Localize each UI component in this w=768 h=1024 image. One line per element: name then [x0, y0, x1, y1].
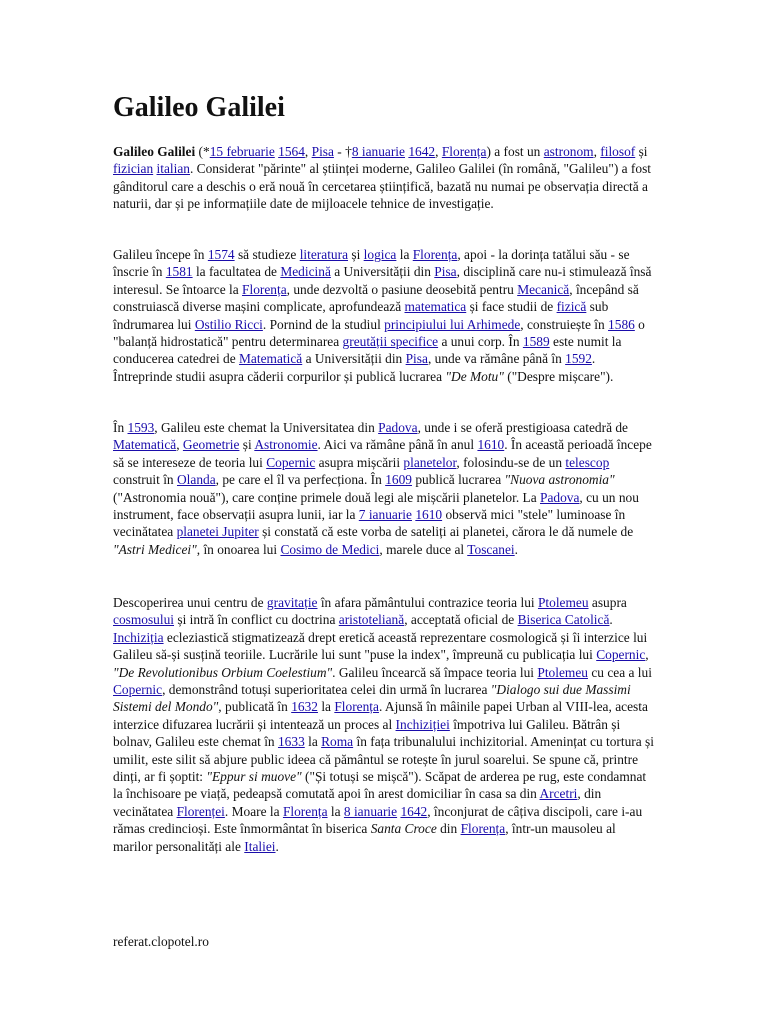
link-astronom[interactable]: astronom: [543, 144, 594, 159]
link-roma[interactable]: Roma: [321, 734, 354, 750]
link-1609[interactable]: 1609: [385, 472, 412, 488]
work-title-dialogo: "Dialogo sui due Massimi Sistemi del Mondo": [113, 682, 631, 715]
work-title-nuova-astronomia: "Nuova astronomia": [504, 472, 615, 488]
work-title-astri-medicei: "Astri Medicei": [113, 541, 197, 557]
link-matematica[interactable]: Matematică: [239, 351, 303, 367]
link-1632[interactable]: 1632: [291, 699, 318, 715]
link-7-ianuarie[interactable]: 7 ianuarie: [358, 507, 412, 523]
padova-paragraph: În 1593, Galileu este chemat la Universitatea din Padova, unde i se oferă prestigioasa catedră de Matematică, Geometrie și Astronomie. Aici va rămâne până în anul 1610. În această perioadă începe să se intereseze de teoria lui Copernic asupra mișcării planetelor, folosindu-se de un telescop construit în Olanda, pe care el îl va perfecționa. În 1609 publică lucrarea "Nuova astronomia" ("Astronomia nouă"), care conține primele două legi ale mișcării planetelor. La Padova, cu un nou instrument, face observații asupra lunii, iar la 7 ianuarie 1610 observă mici "stele" luminoase în vecinătatea planetei Jupiter și constată că este vorba de sateliți ai planetei, cărora le dă numele de "Astri Medicei", în onoarea lui Cosimo de Medici, marele duce al Toscanei.: [113, 420, 652, 557]
link-cosimo-de-medici[interactable]: Cosimo de Medici: [280, 541, 380, 557]
link-1610[interactable]: 1610: [415, 507, 443, 523]
link-principiul-arhimede[interactable]: principiului lui Arhimede: [384, 316, 521, 332]
link-ptolemeu[interactable]: Ptolemeu: [537, 664, 588, 680]
link-telescop[interactable]: telescop: [565, 454, 610, 470]
link-padova[interactable]: Padova: [540, 489, 580, 505]
link-planeta-jupiter[interactable]: planetei Jupiter: [176, 524, 259, 540]
link-florenta[interactable]: Florența: [282, 803, 328, 819]
source-footer: referat.clopotel.ro: [113, 934, 209, 949]
link-8-ianuarie[interactable]: 8 ianuarie: [351, 144, 405, 159]
link-copernic[interactable]: Copernic: [266, 454, 316, 470]
link-toscanei[interactable]: Toscanei: [467, 541, 515, 557]
link-padova[interactable]: Padova: [378, 420, 418, 435]
inquisition-paragraph: Descoperirea unui centru de gravitație în afara pământului contrazice teoria lui Ptolemeu asupra cosmosului și intră în conflict cu doctrina aristoteliană, acceptată oficial de Biserica Catolică. Inchiziția ecleziastică stigmatizează drept eretică această reprezentare cosmologică și îi interzice lui Galileu să-și susțină teoriile. Lucrările lui sunt "puse la index", împreună cu publicația lui Copernic, "De Revolutionibus Orbium Coelestium". Galileu încearcă să împace teoria lui Ptolemeu cu cea a lui Copernic, demonstrând totuși superioritatea celei din urmă în lucrarea "Dialogo sui due Massimi Sistemi del Mondo", publicată în 1632 la Florența. Ajunsă în mâinile papei Urban al VIII-lea, acesta interzice difuzarea lucrării și intentează un proces al Inchiziției împotriva lui Galileu. Bătrân și bolnav, Galileu este chemat în 1633 la Roma în fața tribunalului inchizitorial. Amenințat cu tortura și umilit, este silit să abjure public ideea că pământul se rotește în jurul soarelui. Se spune că, printre dinți, ar fi șoptit: "Eppur si muove" ("Și totuși se mișcă"). Scăpat de arderea pe rug, este condamnat la închisoare pe viață, pedeapsă comutată apoi în arest domiciliar în casa sa din Arcetri, din vecinătatea Florenței. Moare la Florența la 8 ianuarie 1642, înconjurat de câțiva discipoli, care i-au rămas credincioși. Este înmormântat în biserica Santa Croce din Florența, într-un mausoleu al marilor personalități ale Italiei.: [113, 595, 654, 854]
link-1564[interactable]: 1564: [278, 144, 305, 159]
link-florenta[interactable]: Florența: [441, 144, 487, 159]
link-arcetri[interactable]: Arcetri: [539, 786, 578, 802]
link-1610[interactable]: 1610: [477, 437, 505, 453]
subject-name: Galileo Galilei: [113, 144, 196, 159]
place-santa-croce: Santa Croce: [370, 821, 437, 837]
link-1589[interactable]: 1589: [522, 334, 550, 350]
link-1586[interactable]: 1586: [608, 316, 635, 332]
link-inchizitiei[interactable]: Inchiziției: [395, 716, 450, 732]
link-copernic[interactable]: Copernic: [596, 647, 646, 663]
link-1581[interactable]: 1581: [165, 264, 193, 280]
link-greutate-specifica[interactable]: greutății specifice: [342, 334, 439, 350]
link-ptolemeu[interactable]: Ptolemeu: [537, 595, 589, 610]
link-1593[interactable]: 1593: [127, 420, 155, 435]
link-fizician[interactable]: fizician: [113, 161, 154, 177]
link-1574[interactable]: 1574: [207, 247, 235, 262]
link-logica[interactable]: logica: [363, 247, 397, 262]
link-matematica[interactable]: matematica: [404, 299, 467, 315]
link-inchizitia[interactable]: Inchiziția: [113, 629, 164, 645]
link-pisa[interactable]: Pisa: [434, 264, 457, 280]
quote-eppur-si-muove: "Eppur si muove": [206, 769, 302, 785]
link-filosof[interactable]: filosof: [600, 144, 636, 159]
link-1642[interactable]: 1642: [408, 144, 436, 159]
link-geometrie[interactable]: Geometrie: [182, 437, 240, 453]
link-florenta[interactable]: Florența: [242, 281, 287, 297]
link-florenta[interactable]: Florența: [412, 247, 458, 262]
work-title-de-revolutionibus: "De Revolutionibus Orbium Coelestium": [113, 664, 333, 680]
intro-paragraph: Galileo Galilei (*15 februarie 1564, Pisa - †8 ianuarie 1642, Florența) a fost un astronom, filosof și fizician italian. Considerat "părinte" al științei moderne, Galileo Galilei (în română, "Galileu") a fost gânditorul care a deschis o eră nouă în cercetarea științifică, bazată nu numai pe observația directă a naturii, dar și pe informațiile date de mijloacele tehnice de investigație.: [113, 144, 652, 212]
link-ostilio-ricci[interactable]: Ostilio Ricci: [194, 316, 263, 332]
link-matematica[interactable]: Matematică: [113, 437, 177, 453]
link-biserica-catolica[interactable]: Biserica Catolică: [517, 612, 610, 628]
link-pisa[interactable]: Pisa: [311, 144, 334, 159]
link-astronomie[interactable]: Astronomie: [254, 437, 318, 453]
page-title: Galileo Galilei: [113, 92, 285, 123]
link-olanda[interactable]: Olanda: [176, 472, 216, 488]
link-1642[interactable]: 1642: [400, 803, 428, 819]
link-florenta[interactable]: Florența: [460, 821, 506, 837]
link-mecanica[interactable]: Mecanică: [517, 281, 570, 297]
link-italian[interactable]: italian: [156, 161, 190, 177]
link-florenta[interactable]: Florența: [334, 699, 379, 715]
link-florentei[interactable]: Florenței: [176, 803, 225, 819]
link-15-februarie[interactable]: 15 februarie: [209, 144, 275, 159]
link-italiei[interactable]: Italiei: [244, 838, 276, 854]
link-cosmosului[interactable]: cosmosului: [113, 612, 175, 628]
link-1592[interactable]: 1592: [565, 351, 592, 367]
work-title-de-motu: "De Motu": [445, 368, 504, 384]
link-8-ianuarie[interactable]: 8 ianuarie: [343, 803, 398, 819]
link-pisa[interactable]: Pisa: [405, 351, 428, 367]
link-medicina[interactable]: Medicină: [280, 264, 331, 280]
link-1633[interactable]: 1633: [277, 734, 305, 750]
link-literatura[interactable]: literatura: [299, 247, 349, 262]
early-life-paragraph: Galileu începe în 1574 să studieze literatura și logica la Florența, apoi - la dorința tatălui său - se înscrie în 1581 la facultatea de Medicină a Universității din Pisa, disciplină care nu-i stimulează însă interesul. Se întoarce la Florența, unde dezvoltă o pasiune deosebită pentru Mecanică, începând să construiască diverse mașini complicate, aprofundează matematica și face studii de fizică sub îndrumarea lui Ostilio Ricci. Pornind de la studiul principiului lui Arhimede, construiește în 1586 o "balanță hidrostatică" pentru determinarea greutății specifice a unui corp. În 1589 este numit la conducerea catedrei de Matematică a Universității din Pisa, unde va rămâne până în 1592. Întreprinde studii asupra căderii corpurilor și publică lucrarea "De Motu" ("Despre mișcare").: [113, 247, 652, 384]
link-gravitatie[interactable]: gravitație: [266, 595, 318, 610]
link-planetelor[interactable]: planetelor: [403, 454, 457, 470]
link-fizica[interactable]: fizică: [556, 299, 587, 315]
link-aristoteliana[interactable]: aristoteliană: [338, 612, 405, 628]
link-copernic[interactable]: Copernic: [113, 682, 163, 698]
